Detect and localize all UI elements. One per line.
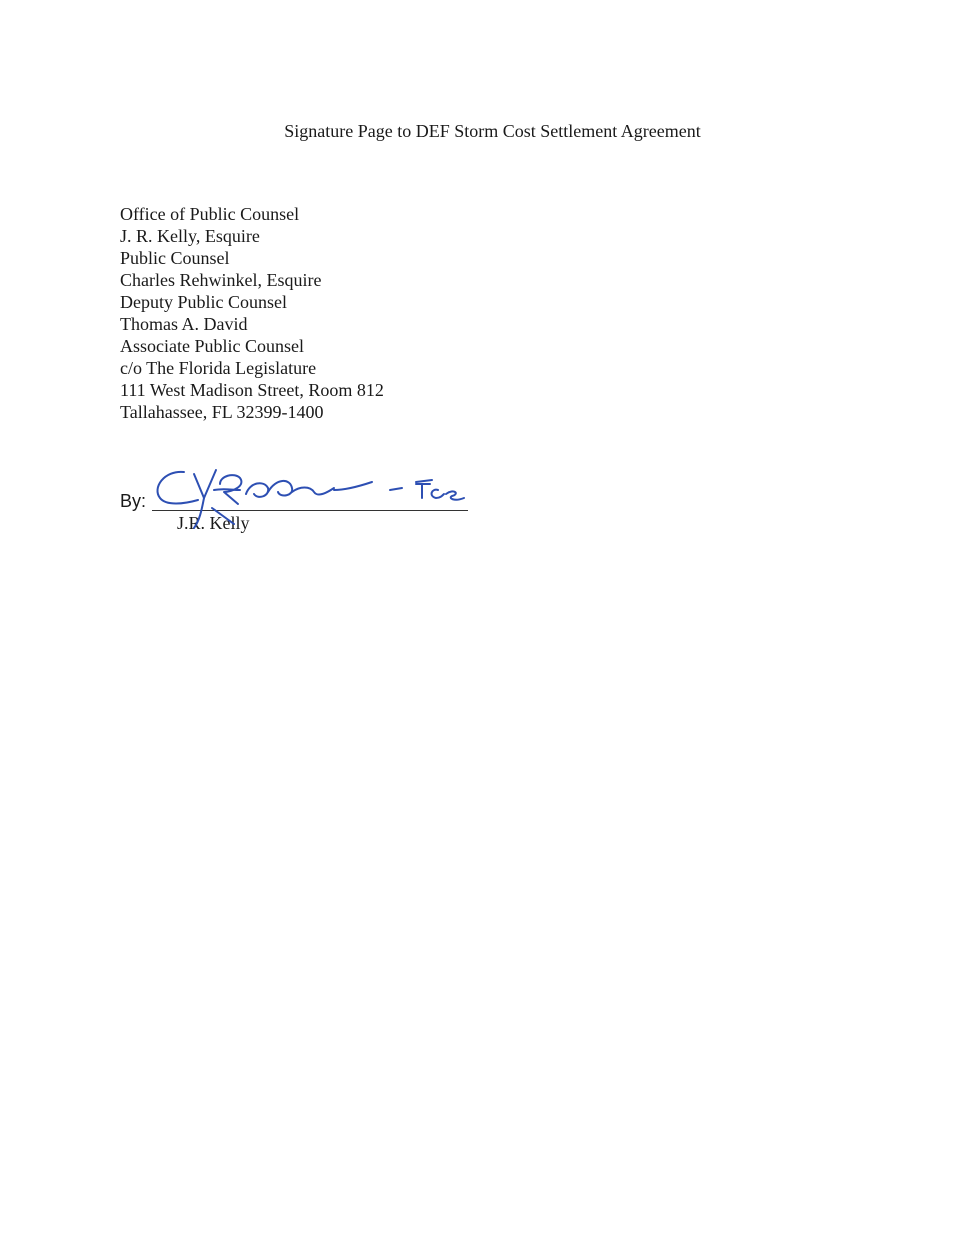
signer-name: J.R. Kelly bbox=[177, 513, 250, 533]
address-line-rehwinkel-title: Deputy Public Counsel bbox=[120, 292, 287, 312]
address-line-david-title: Associate Public Counsel bbox=[120, 336, 304, 356]
address-line-care-of: c/o The Florida Legislature bbox=[120, 358, 317, 378]
handwritten-signature bbox=[154, 464, 474, 534]
address-block bbox=[120, 203, 384, 423]
address-line-office: Office of Public Counsel bbox=[120, 204, 300, 224]
address-line-kelly-title: Public Counsel bbox=[120, 248, 230, 268]
by-label: By: bbox=[120, 491, 147, 511]
address-line-rehwinkel: Charles Rehwinkel, Esquire bbox=[120, 270, 322, 290]
page-title: Signature Page to DEF Storm Cost Settlement Agreement bbox=[284, 121, 701, 141]
address-line-city: Tallahassee, FL 32399-1400 bbox=[120, 402, 324, 422]
signature-block bbox=[120, 470, 480, 540]
address-line-david: Thomas A. David bbox=[120, 314, 248, 334]
address-line-street: 111 West Madison Street, Room 812 bbox=[120, 380, 384, 400]
address-line-kelly: J. R. Kelly, Esquire bbox=[120, 226, 260, 246]
